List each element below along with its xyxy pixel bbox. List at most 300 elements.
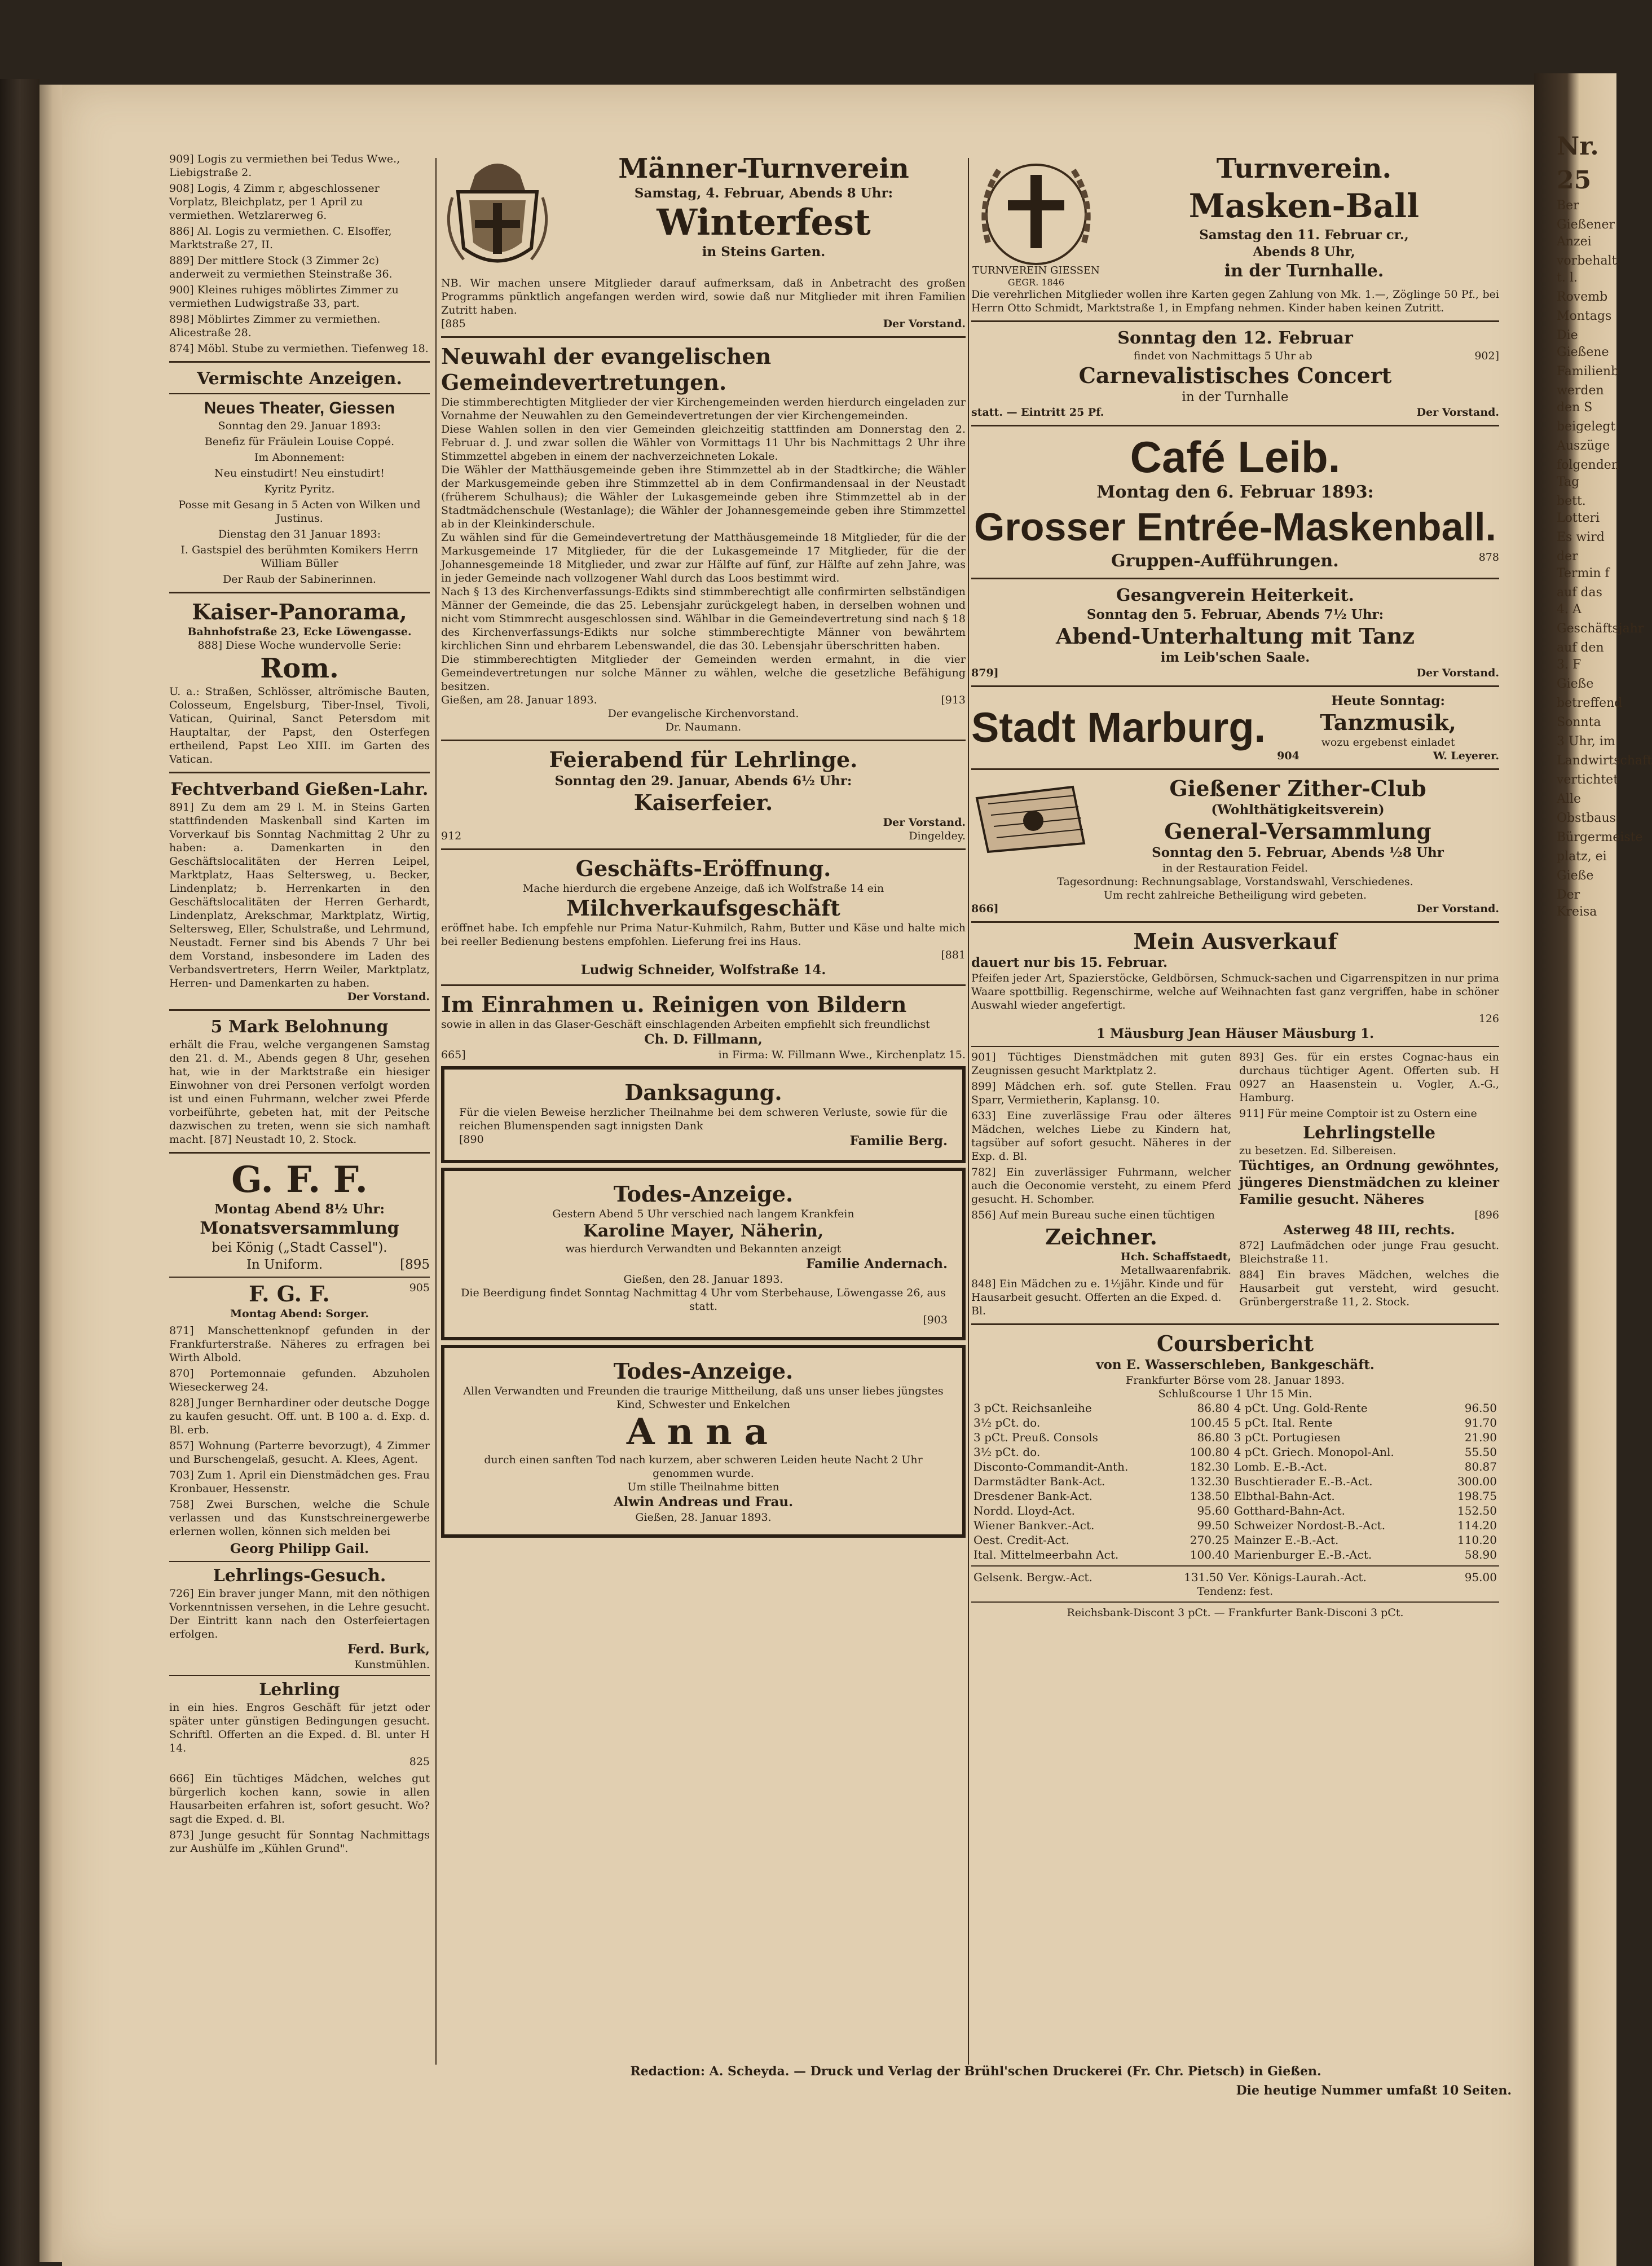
panorama-ad	[169, 599, 430, 766]
eroeffnung-ad	[441, 856, 966, 979]
neuwahl-date: Gießen, am 28. Januar 1893.	[441, 694, 597, 706]
reward-title: 5 Mark Belohnung	[210, 1017, 389, 1037]
panorama-intro: 888] Diese Woche wundervolle Serie:	[197, 639, 402, 652]
cafe-line1: Montag den 6. Februar 1893:	[1096, 482, 1374, 502]
zeichner-title: Zeichner.	[1045, 1224, 1157, 1249]
concert-sign: Der Vorstand.	[1416, 406, 1499, 419]
fragment-line: werden den S	[1557, 384, 1604, 415]
fgf-line: Montag Abend: Sorger.	[230, 1308, 369, 1320]
kurs-security: Marienburger E.-B.-Act.	[1234, 1548, 1372, 1561]
middle-column	[441, 152, 966, 1542]
kurs-value: 86.80	[1197, 1401, 1230, 1415]
gff-title: G. F. F.	[231, 1159, 368, 1201]
kurs-value: 132.30	[1190, 1475, 1230, 1488]
heiterkeit-sign: Der Vorstand.	[1416, 667, 1499, 679]
concert-line3: in der Turnhalle	[1182, 390, 1289, 404]
todes1-box	[441, 1168, 966, 1340]
eroeffnung-title: Geschäfts-Eröffnung.	[575, 856, 831, 881]
panorama-name: Rom.	[260, 653, 339, 684]
small-ad: 828] Junger Bernhardiner oder deutsche Dogge zu kaufen gesucht. Off. unt. B 100 a. d. Exp. d. Bl. erb.	[169, 1397, 430, 1436]
last-ads	[169, 1772, 430, 1855]
small-ad: 884] Ein braves Mädchen, welches die Hausarbeit gut versteht, wird gesucht. Grünbergerstraße 11, 2. Stock.	[1239, 1269, 1499, 1308]
theater-title: Neues Theater, Giessen	[204, 399, 395, 417]
kurs-security: Elbthal-Bahn-Act.	[1234, 1489, 1335, 1503]
left-column	[169, 152, 430, 1858]
maenner-turnverein-title2: Winterfest	[657, 201, 871, 244]
danksagung-title: Danksagung.	[624, 1080, 782, 1105]
small-ads	[169, 1324, 430, 1538]
neuwahl-p1: Die stimmberechtigten Mitglieder der vier Kirchengemeinden werden hierdurch eingeladen zur Vornahme der Neuwahlen zu den Gemeindevertretungen der vier Kirchengemeinden.	[441, 396, 966, 422]
kurs-security: Wiener Bankver.-Act.	[973, 1519, 1095, 1532]
small-ad: 899] Mädchen erh. sof. gute Stellen. Frau Sparr, Vermietherin, Kaplansg. 10.	[971, 1080, 1231, 1106]
fechtverband-sign: Der Vorstand.	[347, 991, 430, 1003]
todes2-date: Gießen, 28. Januar 1893.	[635, 1511, 772, 1524]
todes2-title: Todes-Anzeige.	[613, 1358, 794, 1384]
kurs-line2: Frankfurter Börse vom 28. Januar 1893.	[1126, 1374, 1345, 1387]
small-ad-848: 848] Ein Mädchen zu e. 1½jähr. Kinde und für Hausarbeit gesucht. Offerten an die Exped. d. Bl.	[971, 1278, 1223, 1317]
danksagung-num: [890	[459, 1133, 484, 1146]
concert-num: 902]	[1474, 350, 1499, 362]
gff-line2: bei König („Stadt Cassel").	[212, 1240, 387, 1255]
danksagung-sign: Familie Berg.	[849, 1133, 948, 1149]
feierabend-line1: Sonntag den 29. Januar, Abends 6½ Uhr:	[554, 773, 852, 789]
kurs-value: 110.20	[1457, 1533, 1497, 1547]
fragment-line: Gieße	[1557, 677, 1594, 691]
kurs-value: 114.20	[1457, 1519, 1497, 1532]
fragment-line: Familienb	[1557, 364, 1619, 379]
theater-ad	[169, 398, 430, 586]
lehrling-text: in ein hies. Engros Geschäft für jetzt oder später unter günstigen Bedingungen gesucht. Schriftl. Offerten an die Exped. d. Bl. unter H 14.	[169, 1701, 430, 1754]
marburg-ad	[971, 693, 1499, 763]
small-ad: 873] Junge gesucht für Sonntag Nachmittags zur Aushülfe im „Kühlen Grund".	[169, 1829, 430, 1855]
kurs-value: 95.60	[1197, 1504, 1230, 1517]
turnverein-maskenball-ad	[971, 152, 1499, 315]
fragment-line: Landwirtschaft	[1557, 754, 1652, 768]
theater-lines	[169, 419, 430, 586]
kurs-table	[971, 1401, 1499, 1562]
dienst-text: Tüchtiges, an Ordnung gewöhntes, jüngeres Dienstmädchen zu kleiner Familie gesucht. Näheres	[1239, 1158, 1499, 1207]
kurs-row	[971, 1570, 1499, 1585]
panorama-title: Kaiser-Panorama,	[192, 599, 407, 624]
todes1-line3: Die Beerdigung findet Sonntag Nachmittag 4 Uhr vom Sterbehause, Löwengasse 26, aus statt.	[461, 1287, 946, 1313]
fragment-line: Bürgermeiste	[1557, 830, 1643, 844]
small-ad: 893] Ges. für ein erstes Cognac-haus ein durchaus tüchtiger Agent. Offerten sub. H 0927 an Haasenstein u. Vogler, A.-G., Hamburg.	[1239, 1051, 1499, 1104]
feierabend-title2: Kaiserfeier.	[633, 790, 773, 815]
small-ad: 872] Laufmädchen oder junge Frau gesucht. Bleichstraße 11.	[1239, 1239, 1499, 1265]
maenner-turnverein-ad	[441, 152, 966, 331]
marburg-title: Stadt Marburg.	[971, 704, 1266, 751]
marburg-sign: W. Leyerer.	[1433, 750, 1499, 762]
gff-title2: Monatsversammlung	[200, 1218, 399, 1238]
gff-ad	[169, 1159, 430, 1273]
maskenball-line1: Samstag den 11. Februar cr.,	[1199, 227, 1409, 243]
kurs-security: 3½ pCt. do.	[973, 1445, 1041, 1459]
panorama-text: U. a.: Straßen, Schlösser, altrömische Bauten, Colosseum, Engelsburg, Tiber-Insel, Tivoli, Vatican, Quirinal, Sanct Petersdom mit Hauptaltar, der Papst, den Osterfegen ertheilend, Papst Leo XIII. im Garten des Vatican.	[169, 685, 430, 765]
turnverein-wreath-icon	[971, 152, 1101, 288]
cafe-title: Café Leib.	[1130, 432, 1341, 482]
maenner-turnverein-line1: Samstag, 4. Februar, Abends 8 Uhr:	[634, 186, 893, 201]
neuwahl-p4: Zu wählen sind für die Gemeindevertretung der Matthäusgemeinde 18 Mitglieder, für die der Markusgemeinde 17 Mitglieder, für die der Lukasgemeinde 17 Mitglieder, für die der Johannesgemeinde 18 Mitglieder, und zwar zur Hälfte auf fünf, zur Hälfte auf zehn Jahre, was in jeder Gemeinde nach vollzogener Wahl durch das Loos bestimmt wird.	[441, 531, 966, 584]
zither-line2: Sonntag den 5. Februar, Abends ½8 Uhr	[1152, 845, 1444, 860]
theater-line: Sonntag den 29. Januar 1893:	[218, 420, 381, 432]
kurs-row	[971, 1489, 1499, 1503]
kurs-security: 3 pCt. Portugiesen	[1234, 1431, 1341, 1444]
heiterkeit-line2: im Leib'schen Saale.	[1160, 650, 1310, 665]
todes1-line1: Gestern Abend 5 Uhr verschied nach langem Krankfein	[552, 1208, 854, 1220]
eroeffnung-title2: Milchverkaufsgeschäft	[566, 895, 840, 921]
small-ads-grid	[971, 1050, 1499, 1318]
zither-line4: Tagesordnung: Rechnungsablage, Vorstandswahl, Verschiedenes.	[1057, 875, 1413, 888]
todes2-box	[441, 1345, 966, 1538]
kurs-security: Dresdener Bank-Act.	[973, 1489, 1093, 1503]
fragment-line: Obstbaus	[1557, 811, 1616, 825]
todes1-sign: Familie Andernach.	[806, 1256, 948, 1271]
ausverkauf-title: Mein Ausverkauf	[1133, 929, 1337, 954]
kurs-row	[971, 1401, 1499, 1415]
neuwahl-ad	[441, 344, 966, 734]
small-ads-left-list	[971, 1050, 1231, 1222]
column-rule-2	[968, 158, 969, 2065]
fragment-line: Auszüge	[1557, 439, 1610, 453]
fragment-lines	[1557, 197, 1652, 921]
marburg-title2: Tanzmusik,	[1320, 710, 1456, 735]
kurs-security: 3½ pCt. do.	[973, 1416, 1041, 1429]
kurs-row	[971, 1518, 1499, 1533]
kurs-security: 3 pCt. Preuß. Consols	[973, 1431, 1098, 1444]
theater-line: Im Abonnement:	[254, 451, 345, 464]
kurs-row	[971, 1547, 1499, 1562]
feierabend-title: Feierabend für Lehrlinge.	[549, 747, 858, 772]
small-ad: 782] Ein zuverlässiger Fuhrmann, welcher auch die Oeconomie versteht, zu einem Pferd gesucht. H. Schomber.	[971, 1166, 1231, 1205]
kurs-row	[971, 1445, 1499, 1459]
theater-line: I. Gastspiel des berühmten Komikers Herrn William Büller	[180, 544, 418, 570]
kurs-security: Gelsenk. Bergw.-Act.	[973, 1570, 1092, 1584]
theater-line: Neu einstudirt! Neu einstudirt!	[214, 467, 385, 479]
einrahmen-num: 665]	[441, 1049, 466, 1061]
kurs-security: 3 pCt. Reichsanleihe	[973, 1401, 1092, 1415]
kurs-row	[971, 1459, 1499, 1474]
fechtverband-ad	[169, 779, 430, 1004]
todes1-name: Karoline Mayer, Näherin,	[583, 1221, 824, 1241]
rental-ad: 886] Al. Logis zu vermiethen. C. Elsoffer, Marktstraße 27, II.	[169, 225, 392, 251]
kurs-security: 4 pCt. Ung. Gold-Rente	[1234, 1401, 1368, 1415]
kurs-row	[971, 1474, 1499, 1489]
maskenball-text: Die verehrlichen Mitglieder wollen ihre Karten gegen Zahlung von Mk. 1.—, Zöglinge 50 Pf., bei Herrn Otto Schmidt, Marktstraße 1, in Empfang nehmen. Kinder haben keinen Zutritt.	[971, 288, 1499, 314]
marburg-line1: Heute Sonntag:	[1331, 693, 1445, 709]
neuwahl-sign: Der evangelische Kirchenvorstand.	[607, 707, 799, 720]
gff-num: [895	[400, 1257, 430, 1272]
small-ads-right-list	[1239, 1050, 1499, 1120]
fragment-line: Die Gießene	[1557, 328, 1609, 359]
theater-line: Dienstag den 31 Januar 1893:	[218, 528, 381, 540]
small-ad: 901] Tüchtiges Dienstmädchen mit guten Zeugnissen gesucht Marktplatz 2.	[971, 1051, 1231, 1077]
kurs-value: 91.70	[1464, 1416, 1497, 1429]
lehrlings-title: Lehrlings-Gesuch.	[213, 1566, 386, 1586]
kurs-value: 100.45	[1190, 1416, 1230, 1429]
fragment-line: vorbehalt. t. l.	[1557, 254, 1621, 285]
kurs-security: 5 pCt. Ital. Rente	[1234, 1416, 1333, 1429]
heiterkeit-title2: Abend-Unterhaltung mit Tanz	[1056, 623, 1415, 649]
concert-ad	[971, 328, 1499, 419]
feierabend-ad	[441, 747, 966, 843]
theater-line: Kyritz Pyritz.	[264, 483, 335, 495]
rental-ad: 874] Möbl. Stube zu vermiethen. Tiefenweg 18.	[169, 342, 429, 355]
concert-line2: findet von Nachmittags 5 Uhr ab	[1133, 350, 1312, 362]
fragment-line: bett. Lotteri	[1557, 494, 1600, 525]
kurs-security: Ver. Königs-Laurah.-Act.	[1228, 1570, 1367, 1584]
neuwahl-num: [913	[941, 694, 966, 706]
einrahmen-firm: in Firma: W. Fillmann Wwe., Kirchenplatz 15.	[718, 1049, 966, 1061]
fgf-ad	[169, 1281, 430, 1321]
kurs-value: 99.50	[1197, 1519, 1230, 1532]
lehrling-ad	[169, 1679, 430, 1768]
kurs-value: 131.50	[1184, 1570, 1224, 1584]
todes2-line1: Allen Verwandten und Freunden die traurige Mittheilung, daß uns unser liebes jüngstes Kind, Schwester und Enkelchen	[463, 1385, 944, 1411]
kurs-value: 58.90	[1464, 1548, 1497, 1561]
ausverkauf-line1: dauert nur bis 15. Februar.	[971, 955, 1168, 970]
kurs-value: 152.50	[1457, 1504, 1497, 1517]
fechtverband-title: Fechtverband Gießen-Lahr.	[170, 780, 429, 799]
kurs-value: 198.75	[1457, 1489, 1497, 1503]
todes2-sign: Alwin Andreas und Frau.	[613, 1494, 794, 1510]
kurs-value: 21.90	[1464, 1431, 1497, 1444]
fragment-line: folgenden Tag	[1557, 458, 1619, 489]
lehrling-title: Lehrling	[259, 1680, 340, 1700]
zither-line5: Um recht zahlreiche Betheiligung wird gebeten.	[1103, 889, 1367, 901]
cafe-title2: Grosser Entrée-Maskenball.	[974, 505, 1496, 549]
kurs-value: 100.40	[1190, 1548, 1230, 1561]
small-ad: 870] Portemonnaie gefunden. Abzuholen Wieseckerweg 24.	[169, 1367, 430, 1393]
heiterkeit-title: Gesangverein Heiterkeit.	[1116, 586, 1355, 605]
small-ad: 911] Für meine Comptoir ist zu Ostern eine	[1239, 1107, 1477, 1120]
kurs-value: 300.00	[1457, 1475, 1497, 1488]
ausverkauf-text: Pfeifen jeder Art, Spazierstöcke, Geldbörsen, Schmuck-sachen und Cigarrenspitzen in nur prima Waare spottbillig. Regenschirme, welche auf Weihnachten fast ganz vergriffen, habe in schöner Auswahl wieder angefertigt.	[971, 972, 1499, 1011]
kurs-row	[971, 1503, 1499, 1518]
einrahmen-name: Ch. D. Fillmann,	[644, 1032, 763, 1047]
rental-ad: 909] Logis zu vermiethen bei Tedus Wwe., Liebigstraße 2.	[169, 153, 400, 179]
neuwahl-p2: Diese Wahlen sollen in den vier Gemeinden gleichzeitig stattfinden am Donnerstag den 2. Februar d. J. und zwar sollen die Wähler von Vormittags 11 Uhr bis Nachmittags 2 Uhr ihre Stimmzettel abgeben in einem der nachverzeichneten Lokale.	[441, 423, 966, 463]
fragment-line: Alle	[1557, 792, 1581, 806]
column-rule-1	[435, 158, 437, 2065]
todes1-line2: was hierdurch Verwandten und Bekannten anzeigt	[565, 1243, 842, 1255]
next-page-fragment	[1557, 130, 1652, 2217]
page-number: Nr. 25	[1557, 132, 1599, 195]
gail-name: Georg Philipp Gail.	[230, 1541, 369, 1556]
lehrlings-text: 726] Ein braver junger Mann, mit den nöthigen Vorkenntnissen versehen, in die Lehre gesucht. Der Eintritt kann nach den Osterfeiertagen erfolgen.	[169, 1587, 430, 1640]
kurs-security: Oest. Credit-Act.	[973, 1533, 1069, 1547]
small-ad: 758] Zwei Burschen, welche die Schule verlassen und das Kunstschreinergewerbe erlernen wollen, können sich melden bei	[169, 1498, 430, 1538]
book-binding-left	[0, 79, 39, 2266]
eroeffnung-text: eröffnet habe. Ich empfehle nur Prima Natur-Kuhmilch, Rahm, Butter und Käse und halte mich bei reeller Bedienung bestens empfohlen. Lieferung frei ins Haus.	[441, 922, 966, 948]
zither-title2: General-Versammlung	[1164, 819, 1431, 844]
small-ad: 633] Eine zuverlässige Frau oder älteres Mädchen, welches Liebe zu Kindern hat, tagsüber auf sofort gesucht. Näheres in der Exp. d. Bl.	[971, 1110, 1231, 1163]
kurs-security: Darmstädter Bank-Act.	[973, 1475, 1105, 1488]
small-ads-right-list-2	[1239, 1239, 1499, 1309]
maenner-turnverein-text: NB. Wir machen unsere Mitglieder darauf aufmerksam, daß in Anbetracht des großen Programms pünktlich angefangen werden wird, sowie daß nur Mitglieder mit ihren Familien Zutritt haben.	[441, 277, 966, 316]
kurs-value: 270.25	[1190, 1533, 1230, 1547]
reward-text: erhält die Frau, welche vergangenen Samstag den 21. d. M., Abends gegen 8 Uhr, gesehen hat, wie in der Marktstraße ein hiesiger Einwohner von drei Personen verfolgt worden ist und einen Fuhrmann, welcher zwei Pferde vorbeiführte, gebeten hat, mit der Peitsche dazwischen zu treten, wenn sie sich namhaft macht. [87] Neustadt 10, 2. Stock.	[169, 1039, 430, 1146]
maskenball-title: Masken-Ball	[1188, 187, 1420, 225]
lehrstelle-line: zu besetzen. Ed. Silbereisen.	[1239, 1145, 1397, 1157]
rental-ad: 889] Der mittlere Stock (3 Zimmer 2c) anderweit zu vermiethen Steinstraße 36.	[169, 254, 393, 280]
zither-line1: (Wohlthätigkeitsverein)	[1211, 802, 1385, 817]
fragment-line: auf das 4. A	[1557, 586, 1602, 617]
todes1-date: Gießen, den 28. Januar 1893.	[623, 1273, 783, 1286]
zeichner-sign: Hch. Schaffstaedt,	[1120, 1251, 1231, 1263]
fgf-title: F. G. F.	[249, 1281, 330, 1306]
concert-title: Carnevalistisches Concert	[1078, 363, 1392, 388]
zither-line3: in der Restauration Feidel.	[1162, 862, 1309, 874]
fragment-line: platz, ei	[1557, 850, 1607, 864]
kurs-tendenz: Tendenz: fest.	[1197, 1585, 1274, 1598]
fragment-line: Geschäftsjahr	[1557, 622, 1644, 636]
cafe-line2: Gruppen-Aufführungen.	[1111, 551, 1339, 571]
theater-line: Der Raub der Sabinerinnen.	[223, 573, 376, 586]
kurs-security: Schweizer Nordost-B.-Act.	[1234, 1519, 1386, 1532]
todes1-title: Todes-Anzeige.	[613, 1181, 794, 1207]
footer-pages: Die heutige Nummer umfaßt 10 Seiten.	[1236, 2083, 1512, 2098]
kurs-value: 182.30	[1190, 1460, 1230, 1473]
marburg-line2: wozu ergebenst einladet	[1321, 736, 1455, 749]
small-ads-right	[1239, 1050, 1499, 1318]
ausverkauf-sign: 1 Mäusburg Jean Häuser Mäusburg 1.	[1096, 1026, 1375, 1041]
eroeffnung-sign: Ludwig Schneider, Wolfstraße 14.	[580, 962, 826, 978]
kurs-row	[971, 1415, 1499, 1430]
theater-line: Posse mit Gesang in 5 Acten von Wilken und Justinus.	[178, 499, 421, 525]
fragment-line: Gieße	[1557, 869, 1594, 883]
neuwahl-p5: Nach § 13 des Kirchenverfassungs-Edikts sind stimmberechtigt alle confirmirten selbständigen Männer der Gemeinde, die das 25. Lebensjahr zurückgelegt haben, in derselben wohnen und nicht vom Stimmrecht ausgeschlossen sind. Wählbar in die Gemeindevertretung sind nach § 18 des Kirchenverfassungs-Edikts nur solche stimmberechtigte Männer von bewährtem kirchlichen Sinn und ehrbarem Lebenswandel, die das 30. Lebensjahr überschritten haben.	[441, 586, 966, 652]
kurs-security: 4 pCt. Griech. Monopol-Anl.	[1234, 1445, 1394, 1459]
kursbericht	[971, 1331, 1499, 1620]
fragment-line: Es wird	[1557, 530, 1605, 544]
fragment-line: auf den 3. F	[1557, 641, 1604, 672]
neuwahl-title: Neuwahl der evangelischen Gemeindevertretungen.	[441, 344, 772, 395]
kurs-security: Nordd. Lloyd-Act.	[973, 1504, 1076, 1517]
right-column	[971, 152, 1499, 1623]
kurs-value: 86.80	[1197, 1431, 1230, 1444]
fragment-line: beigelegt	[1557, 420, 1616, 434]
maenner-turnverein-sign: Der Vorstand.	[883, 318, 966, 330]
maenner-turnverein-line2: in Steins Garten.	[702, 244, 826, 259]
fragment-line: Gießener Anzei	[1557, 218, 1615, 249]
gff-line3: In Uniform.	[246, 1257, 323, 1272]
lehrlings-sign: Ferd. Burk,	[347, 1642, 430, 1657]
rental-ads	[169, 152, 430, 355]
footer-redaction: Redaction: A. Scheyda. — Druck und Verlag der Brühl'schen Druckerei (Fr. Chr. Pietsch) in Gießen.	[630, 2064, 1321, 2079]
theater-line: Benefiz für Fräulein Louise Coppé.	[204, 435, 395, 448]
fechtverband-text: 891] Zu dem am 29 l. M. in Steins Garten stattfindenden Maskenball sind Karten im Vorverkauf bis Sonntag Nachmittag 2 Uhr zu haben: a. Damenkarten in den Geschäftslocalitäten der Herren Leipel, Marktplatz, Haas Seltersweg, u. Becker, Lindenplatz; b. Herrenkarten in den Geschäftslocalitäten der Herren Gerhardt, Lindenplatz, Arekschmar, Marktplatz, Wirtig, Seltersweg, Eller, Schulstraße, und Lehrmund, Neustadt. Ferner sind bis Abends 7 Uhr bei dem Vorstand, insbesondere im Laden des Verbandsvertreters, Herrn Weiler, Marktplatz, Herren- und Damenkarten zu haben.	[169, 801, 430, 989]
small-ad: 856] Auf mein Bureau suche einen tüchtigen	[971, 1209, 1215, 1221]
zither-num: 866]	[971, 903, 999, 915]
kurs-line1: von E. Wasserschleben, Bankgeschäft.	[1096, 1357, 1375, 1372]
heiterkeit-num: 879]	[971, 667, 999, 679]
concert-line1: Sonntag den 12. Februar	[1117, 328, 1353, 348]
heiterkeit-line1: Sonntag den 5. Februar, Abends 7½ Uhr:	[1086, 607, 1384, 622]
fgf-num: 905	[409, 1282, 430, 1294]
neuwahl-sign2: Dr. Naumann.	[665, 721, 742, 733]
todes2-line3: Um stille Theilnahme bitten	[627, 1481, 779, 1493]
fragment-line: Montags	[1557, 309, 1612, 323]
einrahmen-title: Im Einrahmen u. Reinigen von Bildern	[441, 992, 907, 1017]
kurs-row	[971, 1533, 1499, 1547]
neuwahl-p3: Die Wähler der Matthäusgemeinde geben ihre Stimmzettel ab in der Stadtkirche; die Wähler der Markusgemeinde geben ihre Stimmzettel ab in dem Confirmandensaal in der Neustadt (früherem Schulhaus); die Wähler der Lukasgemeinde geben ihre Stimmzettel ab in der Stadtmädchenschule (Westanlage); die Wähler der Johannesgemeinde geben ihre Stimmzettel ab in der Kleinkinderschule.	[441, 464, 966, 530]
kurs-security: Gotthard-Bahn-Act.	[1234, 1504, 1345, 1517]
reward-ad	[169, 1017, 430, 1146]
kurs-security: Lomb. E.-B.-Act.	[1234, 1460, 1328, 1473]
todes2-name: Anna	[626, 1411, 781, 1453]
kurs-security: Disconto-Commandit-Anth.	[973, 1460, 1129, 1473]
zeichner-sign2: Metallwaarenfabrik.	[1120, 1264, 1231, 1277]
feierabend-sign: Der Vorstand.	[883, 816, 966, 829]
footer	[440, 2062, 1512, 2100]
kurs-value: 138.50	[1190, 1489, 1230, 1503]
kurs-row	[971, 1430, 1499, 1445]
heiterkeit-ad	[971, 585, 1499, 680]
dienst-num: [896	[1474, 1209, 1499, 1221]
small-ad: 703] Zum 1. April ein Dienstmädchen ges. Frau Kronbauer, Hessenstr.	[169, 1469, 430, 1495]
kurs-security: Ital. Mittelmeerbahn Act.	[973, 1548, 1119, 1561]
todes2-line2: durch einen sanften Tod nach kurzem, aber schweren Leiden heute Nacht 2 Uhr genommen wurde.	[484, 1454, 923, 1480]
einrahmen-text: sowie in allen in das Glaser-Geschäft einschlagenden Arbeiten empfiehlt sich freundlichst	[441, 1018, 930, 1031]
zither-ad	[971, 776, 1499, 916]
kurs-value: 96.50	[1464, 1401, 1497, 1415]
turnverein-crest-icon	[441, 152, 554, 276]
fragment-line: Ber	[1557, 199, 1579, 213]
kurs-discount: Reichsbank-Discont 3 pCt. — Frankfurter Bank-Disconi 3 pCt.	[1067, 1607, 1404, 1619]
section-title: Vermischte Anzeigen.	[197, 369, 402, 389]
fragment-line: Der Kreisa	[1557, 888, 1597, 919]
ausverkauf-ad	[971, 929, 1499, 1042]
cafe-leib-ad	[971, 432, 1499, 572]
fragment-line: Sonnta	[1557, 715, 1601, 729]
small-ad: 857] Wohnung (Parterre bevorzugt), 4 Zimmer und Burschengelaß, gesucht. A. Klees, Agent.	[169, 1440, 430, 1466]
kurs-title: Coursbericht	[1156, 1331, 1314, 1356]
ausverkauf-num: 126	[1478, 1013, 1499, 1025]
small-ad: 871] Manschettenknopf gefunden in der Frankfurterstraße. Näheres zu erfragen bei Wirth Albold.	[169, 1325, 430, 1364]
feierabend-sign2: Dingeldey.	[909, 830, 966, 842]
kurs-value: 100.80	[1190, 1445, 1230, 1459]
dienst-line: Asterweg 48 III, rechts.	[1283, 1222, 1455, 1238]
zither-sign: Der Vorstand.	[1416, 903, 1499, 915]
lehrling-num: 825	[409, 1755, 430, 1768]
cafe-num: 878	[1478, 551, 1499, 564]
zither-icon	[971, 776, 1090, 860]
eroeffnung-line1: Mache hierdurch die ergebene Anzeige, daß ich Wolfstraße 14 ein	[522, 882, 884, 895]
lehrlings-sign2: Kunstmühlen.	[354, 1658, 430, 1671]
danksagung-box	[441, 1066, 966, 1163]
emblem-text: TURNVEREIN GIESSEN	[972, 265, 1100, 276]
small-ads-left	[971, 1050, 1231, 1318]
einrahmen-ad	[441, 992, 966, 1062]
kurs-value: 80.87	[1464, 1460, 1497, 1473]
kurs-security: Mainzer E.-B.-Act.	[1234, 1533, 1339, 1547]
concert-left: statt. — Eintritt 25 Pf.	[971, 406, 1104, 419]
kurs-table-last	[971, 1570, 1499, 1585]
rental-ad: 908] Logis, 4 Zimm r, abgeschlossener Vorplatz, Bleichplatz, per 1 April zu vermiethen. Wetzlarerweg 6.	[169, 182, 380, 222]
lehrlings-ad	[169, 1565, 430, 1671]
danksagung-text: Für die vielen Beweise herzlicher Theilnahme bei dem schweren Verluste, sowie für die reichen Blumenspenden sagt innigsten Dank	[459, 1106, 948, 1132]
turnverein-title: Turnverein.	[1216, 153, 1392, 184]
todes1-num: [903	[923, 1314, 948, 1326]
kurs-value: 95.00	[1464, 1570, 1497, 1584]
lehrstelle-title: Lehrlingstelle	[1302, 1123, 1436, 1143]
gff-line1: Montag Abend 8½ Uhr:	[214, 1202, 385, 1217]
maskenball-line2: Abends 8 Uhr,	[1253, 244, 1355, 259]
kurs-security: Buschtierader E.-B.-Act.	[1234, 1475, 1373, 1488]
marburg-num: 904	[1277, 750, 1299, 762]
maenner-turnverein-num: [885	[441, 318, 466, 330]
panorama-address: Bahnhofstraße 23, Ecke Löwengasse.	[187, 626, 412, 638]
